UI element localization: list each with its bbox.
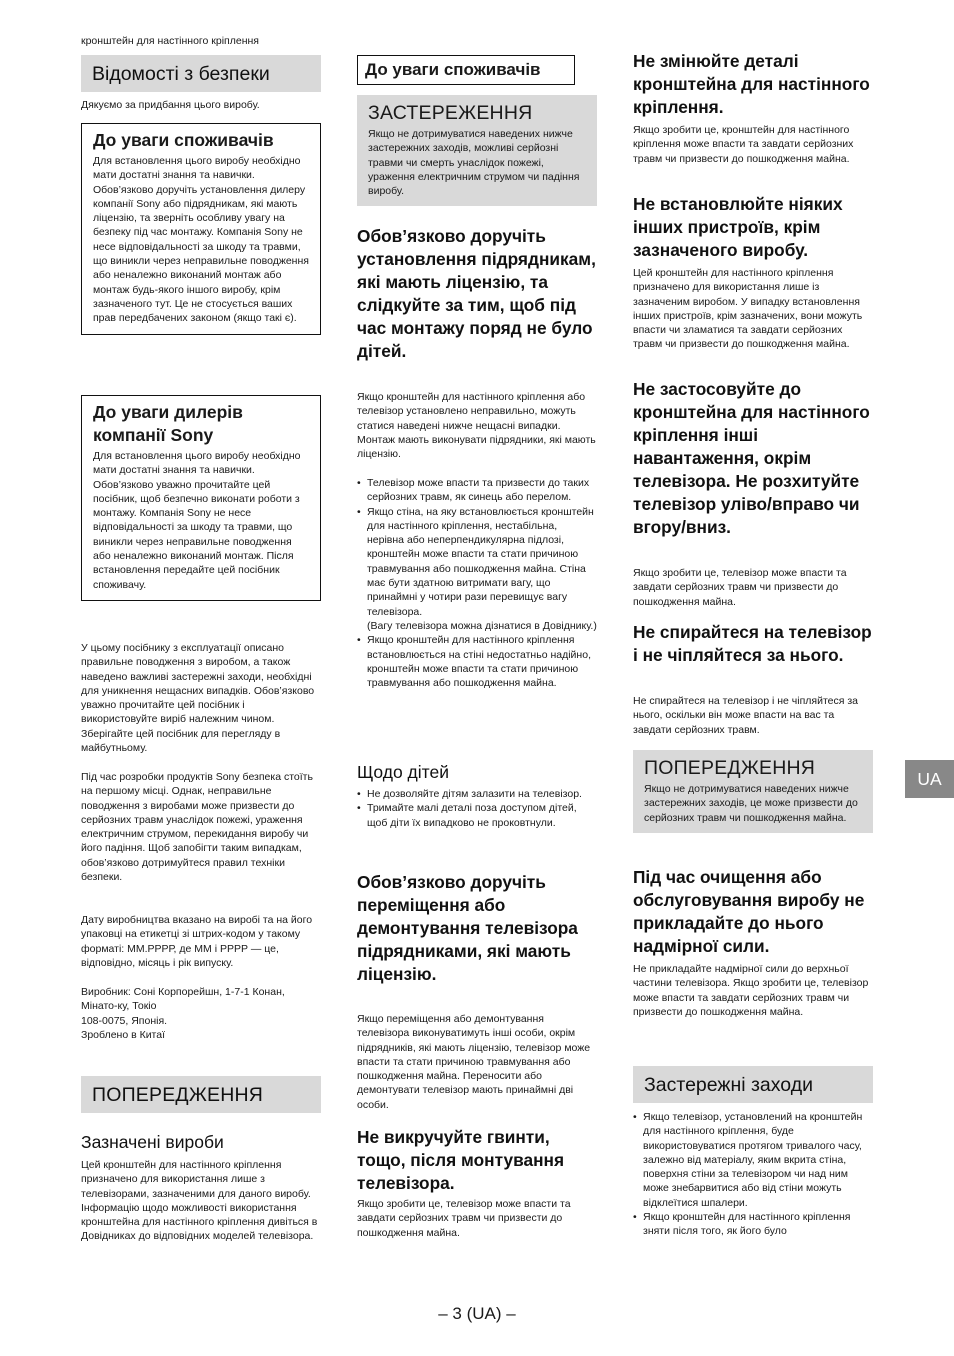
safety-info-heading: Відомості з безпеки bbox=[81, 55, 321, 92]
list-item: • Тримайте малі деталі поза доступом дітей, щоб діти їх випадково не проковтнули. bbox=[357, 801, 597, 830]
no-other-devices-heading: Не встановлюйте ніяких інших пристроїв, крім зазначеного виробу. bbox=[633, 194, 843, 260]
licensed-move-text: Якщо переміщення або демонтування телевізора виконуватимуть інші особи, окрім підрядників, які мають ліцензію, телевізор може впасти та стати причиною травмування або пошкодження майна. Переносити або демонтувати телевізор мають принаймні дві особи. bbox=[357, 1013, 591, 1111]
list-item: • Якщо телевізор, установлений на кронштейн для настінного кріплення, буде використовуватися протягом тривалого часу, залежно від матеріалу, яким вкрита стіна, поверхня стіни за телевізором чи над ним може знебарвитися або від стіни можуть відклеїтися шпалери. bbox=[633, 1110, 873, 1210]
no-load-text: Якщо зробити це, телевізор може впасти та завдати серйозних травм чи призвести до пошкодження майна. bbox=[633, 567, 847, 608]
list-item: • Не дозволяйте дітям залазити на телевізор. bbox=[357, 787, 597, 801]
dealers-notice-box bbox=[81, 395, 321, 601]
manufacturer-line: Зроблено в Китаї bbox=[81, 1028, 166, 1041]
running-head: кронштейн для настінного кріплення bbox=[81, 35, 259, 47]
list-item: • Якщо кронштейн для настінного кріплення зняти після того, як його було bbox=[633, 1210, 873, 1239]
warning-box-text: Якщо не дотримуватися наведених нижче застережних заходів, це може призвести до серйозних травм чи пошкодження майна. bbox=[644, 783, 858, 824]
intro-paragraph: У цьому посібнику з експлуатації описано правильне поводження з виробом, а також наведено важливі застережні заходи, необхідні для уникнення нещасних випадків. Обов’язково уважно прочитайте цей посібник і використовуйте виріб належним чином. Зберігайте цей посібник для перегляду в майбутньому. bbox=[81, 642, 315, 755]
screws-text: Якщо зробити це, телевізор може впасти та завдати серйозних травм чи призвести до пошкодження майна. bbox=[357, 1198, 571, 1239]
precautions-heading: Застережні заходи bbox=[633, 1066, 873, 1103]
no-lean-heading: Не спирайтеся на телевізор і не чіпляйтеся за нього. bbox=[633, 622, 872, 665]
precautions-list bbox=[633, 1110, 873, 1239]
safety-paragraph: Під час розробки продуктів Sony безпека стоїть на першому місці. Однак, неправильне поводження з виробами може призвести до серйозних травм унаслідок пожежі, ураження електричним струмом, перекидання виробу чи його падіння. Щоб запобігти таким випадкам, обов’язково дотримуйтеся правил техніки безпеки. bbox=[81, 771, 313, 884]
no-load-heading: Не застосовуйте до кронштейна для настінного кріплення інші навантаження, окрім телевізора. Не розхитуйте телевізор уліво/вправо чи вгору/вниз. bbox=[633, 379, 870, 537]
list-item: (Вагу телевізора можна дізнатися в Довіднику.) bbox=[367, 619, 597, 632]
no-other-devices-text: Цей кронштейн для настінного кріплення призначено для використання лише із зазначеним виробом. У випадку встановлення інших пристроїв, крім зазначених, вони можуть впасти чи зламатися та завдати серйозних травм чи призвести до пошкодження майна. bbox=[633, 267, 863, 351]
thanks-text: Дякуємо за придбання цього виробу. bbox=[81, 99, 260, 111]
customers-notice-box bbox=[81, 123, 321, 335]
no-modify-heading: Не змінюйте деталі кронштейна для настінного кріплення. bbox=[633, 51, 870, 117]
dealers-notice-text: Для встановлення цього виробу необхідно мати достатні знання та навички. Обов’язково уважно прочитайте цей посібник, щоб безпечно виконати роботи з монтажу. Компанія Sony не несе відповідальності за шкоду та травми, що виникли через неправильне поводження або неналежно виконаний монтаж. Після встановлення передайте цей посібник споживачу. bbox=[93, 450, 301, 591]
licensed-move-heading: Обов’язково доручіть переміщення або демонтування телевізора підрядниками, які мають ліцензію. bbox=[357, 872, 578, 984]
list-item: • Якщо кронштейн для настінного кріплення встановлюється на стіні недостатньо надійно, кронштейн може впасти та стати причиною травмування або пошкодження майна. bbox=[357, 633, 597, 690]
caution-text: Якщо не дотримуватися наведених нижче застережних заходів, можливі серйозні травми чи смерть унаслідок пожежі, ураження електричним струмом чи падіння виробу. bbox=[368, 128, 580, 198]
dealers-notice-title: До уваги дилерів компанії Sony bbox=[93, 402, 243, 445]
warning-box bbox=[633, 750, 873, 833]
manufacturer-line: 108-0075, Японія. bbox=[81, 1014, 168, 1027]
customers-label: До уваги споживачів bbox=[357, 55, 575, 85]
customers-notice-title: До уваги споживачів bbox=[93, 130, 274, 150]
cleaning-heading: Під час очищення або обслуговування виробу не прикладайте до нього надмірної сили. bbox=[633, 867, 865, 956]
children-heading: Щодо дітей bbox=[357, 762, 449, 782]
licensed-install-text: Якщо кронштейн для настінного кріплення або телевізор установлено неправильно, можуть статися наведені нижче нещасні випадки. Монтаж мають виконувати підрядники, які мають ліцензію. bbox=[357, 391, 596, 461]
language-tab: UA bbox=[905, 760, 954, 798]
caution-title: ЗАСТЕРЕЖЕННЯ bbox=[368, 102, 533, 124]
caution-box bbox=[357, 95, 597, 206]
warning-heading: ПОПЕРЕДЖЕННЯ bbox=[81, 1076, 321, 1113]
manufacturer-line: Мінато-ку, Токіо bbox=[81, 1000, 157, 1013]
licensed-install-heading: Обов’язково доручіть установлення підрядникам, які мають ліцензію, та слідкуйте за тим, щоб під час монтажу поряд не було дітей. bbox=[357, 226, 596, 361]
no-lean-text: Не спирайтеся на телевізор і не чіпляйтеся за нього, оскільки він може впасти на вас та завдати серйозних травм. bbox=[633, 695, 858, 736]
no-modify-text: Якщо зробити це, кронштейн для настінного кріплення може впасти та завдати серйозних травм чи призвести до пошкодження майна. bbox=[633, 124, 854, 165]
manufacturer-block bbox=[81, 985, 321, 1042]
list-item: • Телевізор може впасти та призвести до таких серйозних травм, як синець або перелом. bbox=[357, 476, 597, 505]
specified-products-heading: Зазначені вироби bbox=[81, 1132, 224, 1152]
manufacture-date-paragraph: Дату виробництва вказано на виробі та на його упаковці на етикетці зі штрих-кодом у такому форматі: ММ.РРРР, де ММ і РРРР — це, відповідно, місяць і рік випуску. bbox=[81, 914, 313, 969]
install-risks-list bbox=[357, 476, 597, 690]
warning-box-title: ПОПЕРЕДЖЕННЯ bbox=[644, 757, 816, 779]
screws-heading: Не викручуйте гвинти, тощо, після монтування телевізора. bbox=[357, 1127, 565, 1193]
manufacturer-line: Виробник: Соні Корпорейшн, 1-7-1 Конан, bbox=[81, 986, 285, 998]
children-list bbox=[357, 787, 597, 830]
specified-products-text: Цей кронштейн для настінного кріплення призначено для використання лише з телевізорами, зазначеними для даного виробу. Інформацію щодо можливості використання кронштейна для настінного кріплення дивіться в Довідниках до відповідних моделей телевізора. bbox=[81, 1159, 318, 1243]
customers-notice-text: Для встановлення цього виробу необхідно мати достатні знання та навички. Обов’язково доручіть установлення дилеру компанії Sony або підрядникам, які мають ліцензію, та зверніть особливу увагу на безпеку під час монтажу. Компанія Sony не несе відповідальності за шкоду та травми, що виникли через неправильне поводження або неналежно виконаний монтаж або монтаж будь-якого іншого виробу, крім зазначеного тут. Це не стосується ваших прав передбачених законом (якщо такі є). bbox=[93, 155, 309, 325]
cleaning-text: Не прикладайте надмірної сили до верхньої частини телевізора. Якщо зробити це, телевізор може впасти та завдати серйозних травм чи призвести до пошкодження майна. bbox=[633, 963, 869, 1018]
page-number: – 3 (UA) – bbox=[438, 1304, 516, 1323]
list-item: • Якщо стіна, на яку встановлюється кронштейн для настінного кріплення, нестабільна, нерівна або неперпендикулярна підлозі, кронштейн може впасти та стати причиною травмування або пошкодження майна. Стіна має бути здатною витримати вагу, що принаймні у чотири рази перевищує вагу телевізора. bbox=[357, 505, 597, 619]
